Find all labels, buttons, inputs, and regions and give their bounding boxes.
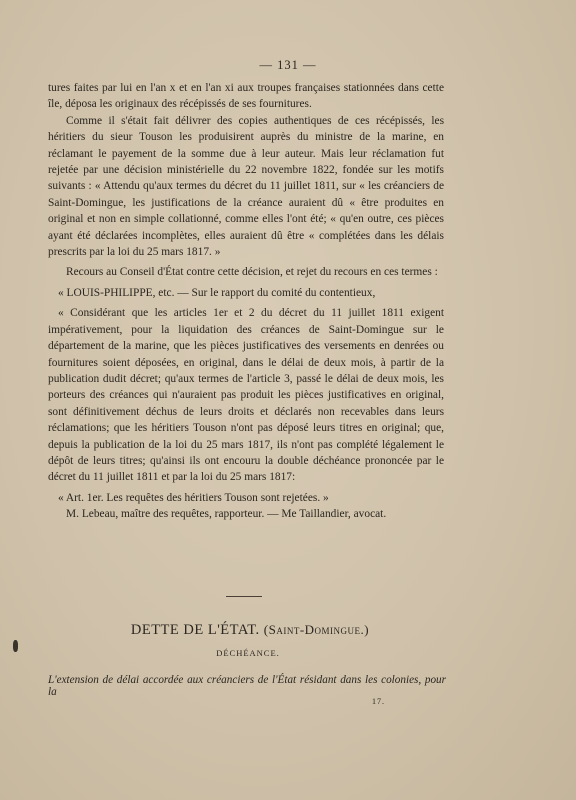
page-number: — 131 — xyxy=(259,58,317,72)
paragraph-rapporteur: M. Lebeau, maître des requêtes, rapporteur. — Me Taillandier, avocat. xyxy=(66,508,387,521)
body-text xyxy=(48,80,444,523)
section-title-main: DETTE DE L'ÉTAT. xyxy=(130,622,260,638)
ink-blot xyxy=(13,640,18,652)
section-subheading: DÉCHÉANCE. xyxy=(216,648,280,658)
section-summary: L'extension de délai accordée aux créanciers de l'État résidant dans les colonies, pour la xyxy=(48,674,446,698)
paragraph-continuation: tures faites par lui en l'an x et en l'an xi aux troupes françaises stationnées dans cette île, déposa les originaux des récépissés de ses fournitures. xyxy=(48,82,444,111)
paragraph-decision: Comme il s'était fait délivrer des copies authentiques de ces récépissés, les héritiers du sieur Touson les produisirent auprès du ministre de la marine, en réclamant le payement de la somme due à leur auteur. Mais leur réclamation fut rejetée par une décision ministérielle du 22 novembre 1822, fondée sur les motifs suivants : « Attendu qu'aux termes du décret du 11 juillet 1811, sur « les créanciers de Saint-Domingue, les justifications de la créance auraient dû « être produites en original et non en simple collationné, comme elles l'ont été; « qu'en outre, ces pièces ayant été déclarées incomplètes, elles auraient dû être « complétées dans les délais prescrits par la loi du 25 mars 1817. » xyxy=(48,114,444,259)
signature-mark: 17. xyxy=(372,697,385,706)
section-title xyxy=(0,622,500,639)
section-title-sub: (Saint-Domingue.) xyxy=(263,622,370,637)
paragraph-article: « Art. 1er. Les requêtes des héritiers Touson sont rejetées. » xyxy=(58,491,329,504)
paragraph-appeal: Recours au Conseil d'État contre cette décision, et rejet du recours en ces termes : xyxy=(66,266,438,279)
paragraph-king-preamble: « LOUIS-PHILIPPE, etc. — Sur le rapport du comité du contentieux, xyxy=(58,286,376,299)
section-divider xyxy=(226,596,262,597)
paragraph-considering: « Considérant que les articles 1er et 2 du décret du 11 juillet 1811 exigent impérativement, pour la liquidation des créances de Saint-Domingue sur le département de la marine, que les pièces justificatives des versements en denrées ou fournitures soient déposées, en original, dans le délai de deux mois, à partir de la publication dudit décret; qu'aux termes de l'article 3, passé le délai de deux mois, les porteurs des créances qui n'auraient pas produit les pièces justificatives en original, sont définitivement déchus de leurs droits et déclarés non recevables dans leurs réclamations; que les héritiers Touson n'ont pas déposé leurs titres en original; que, depuis la publication de la loi du 25 mars 1817, ils n'ont pas complété légalement le dépôt de leurs titres; qu'ainsi ils ont encouru la double déchéance prononcée par le décret du 11 juillet 1811 et par la loi du 25 mars 1817: xyxy=(48,307,444,484)
